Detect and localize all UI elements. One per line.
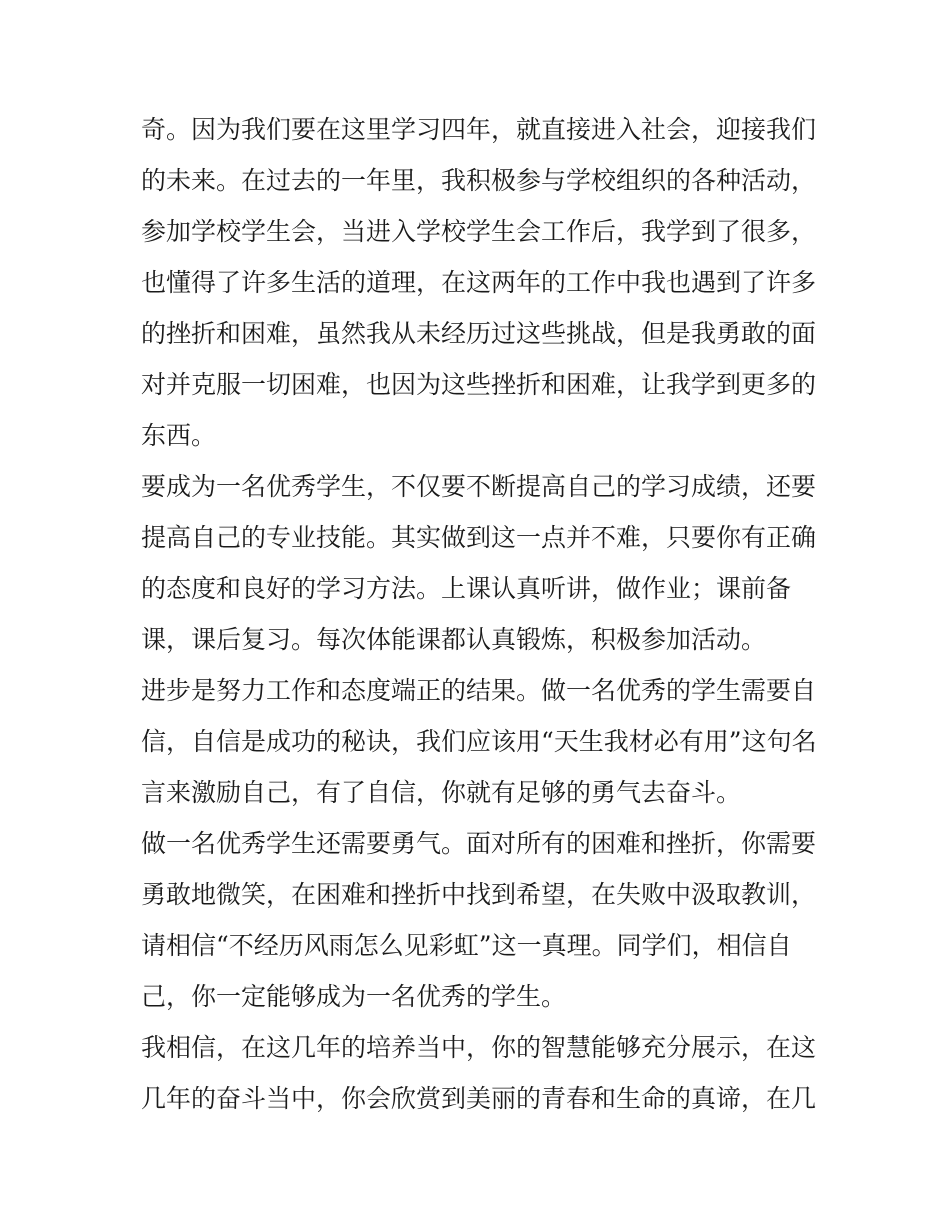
text-line: 参加学校学生会，当进入学校学生会工作后，我学到了很多， [141,217,817,246]
text-line: 信，自信是成功的秘诀，我们应该用“天生我材必有用”这句名 [141,727,817,756]
text-line: 我相信，在这几年的培养当中，你的智慧能够充分展示，在这 [141,1033,817,1062]
text-line: 几年的奋斗当中，你会欣赏到美丽的青春和生命的真谛，在几 [141,1084,817,1113]
text-line: 的态度和良好的学习方法。上课认真听讲，做作业；课前备 [141,574,792,603]
text-line: 课，课后复习。每次体能课都认真锻炼，积极参加活动。 [141,625,767,654]
text-line: 提高自己的专业技能。其实做到这一点并不难，只要你有正确 [141,523,817,552]
text-line: 东西。 [141,421,217,450]
text-line: 做一名优秀学生还需要勇气。面对所有的困难和挫折，你需要 [141,829,817,858]
text-line: 进步是努力工作和态度端正的结果。做一名优秀的学生需要自 [141,676,817,705]
document-body-text [141,104,816,1124]
text-line: 己，你一定能够成为一名优秀的学生。 [141,982,567,1011]
text-line: 请相信“不经历风雨怎么见彩虹”这一真理。同学们，相信自 [141,931,792,960]
text-line: 也懂得了许多生活的道理，在这两年的工作中我也遇到了许多 [141,268,817,297]
text-line: 的未来。在过去的一年里，我积极参与学校组织的各种活动， [141,166,817,195]
text-line: 的挫折和困难，虽然我从未经历过这些挑战，但是我勇敢的面 [141,319,817,348]
text-line: 勇敢地微笑，在困难和挫折中找到希望，在失败中汲取教训， [141,880,817,909]
text-line: 要成为一名优秀学生，不仅要不断提高自己的学习成绩，还要 [141,472,817,501]
text-line: 对并克服一切困难，也因为这些挫折和困难，让我学到更多的 [141,370,817,399]
text-line: 言来激励自己，有了自信，你就有足够的勇气去奋斗。 [141,778,742,807]
text-line: 奇。因为我们要在这里学习四年，就直接进入社会，迎接我们 [141,115,817,144]
